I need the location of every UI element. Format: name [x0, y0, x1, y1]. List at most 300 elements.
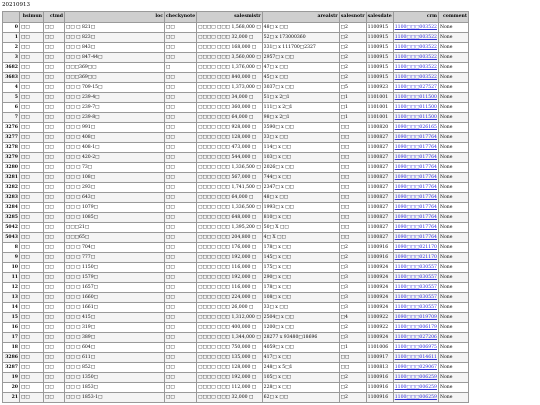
cell-hsimun: □□ — [20, 312, 44, 322]
cell-salesnotr: □2 — [339, 372, 366, 382]
cell-comment: None — [438, 162, 468, 172]
cell-hsimun: □□ — [20, 202, 44, 212]
cell-arealstr: 248□ x 5□1 — [262, 362, 339, 372]
cell-arealstr: 290□ x □□ — [262, 272, 339, 282]
cell-comment: None — [438, 142, 468, 152]
row-index: 3683 — [3, 72, 20, 82]
row-index: 17 — [3, 332, 20, 342]
cell-salesmistr: □□□□ □□□ 840,000 □ — [197, 72, 262, 82]
cell-hsimun: □□ — [20, 152, 44, 162]
row-index: 12 — [3, 282, 20, 292]
column-header-ctmd: ctmd — [44, 12, 65, 23]
cell-salesmistr: □□□□ □□□ 648,000 □ — [197, 212, 262, 222]
cell-comment: None — [438, 362, 468, 372]
cell-salesmistr: □□□□ □□□ 112,000 □ — [197, 382, 262, 392]
cell-salesmistr: □□□□ □□□ 1,373,000 □ — [197, 82, 262, 92]
cell-crm-link[interactable]: 1090□□□017764 — [393, 192, 438, 202]
cell-comment: None — [438, 42, 468, 52]
cell-hsimun: □□ — [20, 62, 44, 72]
cell-crm-link[interactable]: 1100□□□011500 — [393, 112, 438, 122]
cell-hsimun: □□ — [20, 342, 44, 352]
cell-ctmd: □□ — [44, 322, 65, 332]
cell-salesmistr: □□□□ □□□ 224,000 □ — [197, 292, 262, 302]
cell-salesdate: 1100827 — [366, 182, 393, 192]
cell-arealstr: 52□ x 173000360 — [262, 32, 339, 42]
cell-loc: □□ □ 73□ — [65, 162, 165, 172]
row-index: 13 — [3, 292, 20, 302]
cell-checkynote: □□ — [165, 262, 197, 272]
cell-salesmistr: □□□□ □□□ 1,312,000 □ — [197, 312, 262, 322]
cell-ctmd: □□ — [44, 342, 65, 352]
cell-arealstr: 2957□ x □□ — [262, 52, 339, 62]
cell-crm-link[interactable]: 1100□□□003522 — [393, 72, 438, 82]
cell-loc: □□ □ 1079□ — [65, 202, 165, 212]
cell-loc: □□□21□ — [65, 222, 165, 232]
row-index: 3286 — [3, 352, 20, 362]
table-row — [3, 232, 469, 242]
row-index: 3285 — [3, 212, 20, 222]
cell-checkynote: □□ — [165, 332, 197, 342]
cell-salesnotr: □□ — [339, 212, 366, 222]
cell-ctmd: □□ — [44, 272, 65, 282]
table-row — [3, 32, 469, 42]
cell-checkynote: □□ — [165, 192, 197, 202]
cell-salesdate: 1100915 — [366, 52, 393, 62]
cell-checkynote: □□ — [165, 162, 197, 172]
cell-ctmd: □□ — [44, 52, 65, 62]
cell-crm-link[interactable]: 1100□□□014611 — [393, 352, 438, 362]
cell-salesnotr: □□ — [339, 132, 366, 142]
cell-crm-link[interactable]: 1090□□□017764 — [393, 222, 438, 232]
cell-crm-link[interactable]: 1090□□□017764 — [393, 152, 438, 162]
table-row — [3, 392, 469, 402]
cell-salesdate: 1100915 — [366, 72, 393, 82]
cell-arealstr: 4059□ x □□ — [262, 342, 339, 352]
cell-loc: □□ □ 1853□ — [65, 382, 165, 392]
cell-comment: None — [438, 172, 468, 182]
cell-comment: None — [438, 182, 468, 192]
cell-arealstr: 331□ x 111700□2327 — [262, 42, 339, 52]
cell-hsimun: □□ — [20, 42, 44, 52]
cell-salesdate: 1101001 — [366, 102, 393, 112]
cell-checkynote: □□ — [165, 242, 197, 252]
cell-crm-link[interactable]: 1100□□□003522 — [393, 32, 438, 42]
cell-checkynote: □□ — [165, 372, 197, 382]
cell-salesmistr: □□□□ □□□ 1,376,000 □ — [197, 62, 262, 72]
row-index: 18 — [3, 342, 20, 352]
cell-checkynote: □□ — [165, 132, 197, 142]
row-index: 8 — [3, 242, 20, 252]
cell-loc: □□ □ 389□ — [65, 332, 165, 342]
cell-salesmistr: □□□□ □□□ 1,344,000 □ — [197, 332, 262, 342]
row-index: 3283 — [3, 192, 20, 202]
cell-arealstr: 50□ X □□ — [262, 222, 339, 232]
table-row — [3, 212, 469, 222]
cell-crm-link[interactable]: 1090□□□026165 — [393, 122, 438, 132]
cell-salesmistr: □□□□ □□□ 1,336,500 □ — [197, 202, 262, 212]
cell-crm-link[interactable]: 1100□□□030557 — [393, 292, 438, 302]
cell-crm-link[interactable]: 1100□□□030557 — [393, 302, 438, 312]
cell-salesdate: 1100924 — [366, 332, 393, 342]
cell-crm-link[interactable]: 1090□□□017764 — [393, 182, 438, 192]
cell-salesdate: 1100813 — [366, 362, 393, 372]
cell-arealstr: 114□ x □□ — [262, 142, 339, 152]
cell-crm-link[interactable]: 1090□□□017764 — [393, 232, 438, 242]
cell-salesmistr: □□□□ □□□ 116,000 □ — [197, 262, 262, 272]
cell-salesdate: 1100827 — [366, 152, 393, 162]
cell-ctmd: □□ — [44, 252, 65, 262]
cell-checkynote: □□ — [165, 292, 197, 302]
cell-arealstr: 103□ x □□ — [262, 152, 339, 162]
cell-loc: □□ □ 239-7□ — [65, 102, 165, 112]
cell-comment: None — [438, 312, 468, 322]
cell-ctmd: □□ — [44, 232, 65, 242]
cell-salesdate: 1100827 — [366, 142, 393, 152]
cell-ctmd: □□ — [44, 242, 65, 252]
cell-salesnotr: □□ — [339, 202, 366, 212]
row-index: 15 — [3, 312, 20, 322]
cell-salesnotr: □□ — [339, 152, 366, 162]
column-header-arealstr: arealstr — [262, 12, 339, 23]
column-header-crm: crm — [393, 12, 438, 23]
cell-ctmd: □□ — [44, 142, 65, 152]
table-row — [3, 52, 469, 62]
table-row — [3, 172, 469, 182]
cell-salesmistr: □□□□ □□□ 34,000 □ — [197, 92, 262, 102]
cell-salesnotr: □1 — [339, 112, 366, 122]
cell-salesmistr: □□□□ □□□ 116,000 □ — [197, 282, 262, 292]
cell-crm-link[interactable]: 1100□□□006259 — [393, 372, 438, 382]
cell-loc: □□ □ 408□ — [65, 132, 165, 142]
cell-arealstr: 228□ x □□ — [262, 382, 339, 392]
cell-salesdate: 1100922 — [366, 312, 393, 322]
cell-hsimun: □□ — [20, 172, 44, 182]
cell-crm-link[interactable]: 1100□□□011500 — [393, 102, 438, 112]
cell-hsimun: □□ — [20, 82, 44, 92]
cell-salesnotr: □3 — [339, 302, 366, 312]
cell-hsimun: □□ — [20, 162, 44, 172]
cell-comment: None — [438, 282, 468, 292]
cell-salesnotr: □□ — [339, 222, 366, 232]
cell-ctmd: □□ — [44, 202, 65, 212]
cell-crm-link[interactable]: 1090□□□029067 — [393, 362, 438, 372]
cell-salesdate: 1100827 — [366, 232, 393, 242]
cell-salesmistr: □□□□ □□□ 204,800 □ — [197, 232, 262, 242]
cell-ctmd: □□ — [44, 172, 65, 182]
cell-checkynote: □□ — [165, 202, 197, 212]
cell-ctmd: □□ — [44, 32, 65, 42]
cell-crm-link[interactable]: 1090□□□017764 — [393, 132, 438, 142]
cell-hsimun: □□ — [20, 352, 44, 362]
cell-hsimun: □□ — [20, 382, 44, 392]
cell-hsimun: □□ — [20, 112, 44, 122]
cell-hsimun: □□ — [20, 242, 44, 252]
cell-hsimun: □□ — [20, 32, 44, 42]
cell-loc: □□ □ 239-4□ — [65, 92, 165, 102]
cell-loc: □□ □ 1853-1□ — [65, 392, 165, 402]
cell-comment: None — [438, 342, 468, 352]
cell-loc: □□ □ 852□ — [65, 362, 165, 372]
cell-loc: □□ □ 777□ — [65, 252, 165, 262]
cell-salesnotr: □2 — [339, 52, 366, 62]
cell-checkynote: □□ — [165, 352, 197, 362]
row-index: 16 — [3, 322, 20, 332]
row-index: 7 — [3, 112, 20, 122]
cell-loc: □□□369□□ — [65, 72, 165, 82]
cell-arealstr: 48□ x □□ — [262, 22, 339, 32]
cell-ctmd: □□ — [44, 112, 65, 122]
cell-hsimun: □□ — [20, 272, 44, 282]
cell-salesnotr: □1 — [339, 342, 366, 352]
cell-arealstr: 111□ x 2□1 — [262, 102, 339, 112]
cell-crm-link[interactable]: 1100□□□011500 — [393, 92, 438, 102]
table-row — [3, 152, 469, 162]
cell-comment: None — [438, 22, 468, 32]
cell-salesdate: 1100827 — [366, 162, 393, 172]
sales-dataframe-table — [2, 11, 469, 403]
column-header-salesdate: salesdate — [366, 12, 393, 23]
table-row — [3, 72, 469, 82]
cell-hsimun: □□ — [20, 212, 44, 222]
cell-salesnotr: □□ — [339, 162, 366, 172]
cell-checkynote: □□ — [165, 172, 197, 182]
cell-loc: □□ □ 704□ — [65, 242, 165, 252]
cell-crm-link[interactable]: 1100□□□006259 — [393, 392, 438, 402]
cell-loc: □□ □ 319□ — [65, 322, 165, 332]
cell-arealstr: 47□ x □□ — [262, 62, 339, 72]
header-row — [3, 12, 469, 23]
cell-salesdate: 1100915 — [366, 42, 393, 52]
cell-salesmistr: □□□□ □□□ 26,000 □ — [197, 302, 262, 312]
cell-comment: None — [438, 382, 468, 392]
cell-arealstr: 62□ x □□ — [262, 392, 339, 402]
row-index: 3278 — [3, 142, 20, 152]
cell-checkynote: □□ — [165, 312, 197, 322]
cell-crm-link[interactable]: 1100□□□003522 — [393, 42, 438, 52]
cell-comment: None — [438, 102, 468, 112]
cell-salesmistr: □□□□ □□□ 1,395,200 □ — [197, 222, 262, 232]
cell-salesnotr: □3 — [339, 292, 366, 302]
cell-loc: □□ □ 1660□ — [65, 292, 165, 302]
cell-crm-link[interactable]: 1090□□□019709 — [393, 312, 438, 322]
cell-salesmistr: □□□□ □□□ 544,000 □ — [197, 152, 262, 162]
cell-salesnotr: □2 — [339, 72, 366, 82]
cell-arealstr: 1993□ x □□ — [262, 202, 339, 212]
cell-loc: □□ □ 1150□ — [65, 262, 165, 272]
cell-ctmd: □□ — [44, 352, 65, 362]
cell-comment: None — [438, 52, 468, 62]
cell-hsimun: □□ — [20, 302, 44, 312]
cell-hsimun: □□ — [20, 122, 44, 132]
cell-hsimun: □□ — [20, 72, 44, 82]
cell-hsimun: □□ — [20, 292, 44, 302]
cell-checkynote: □□ — [165, 322, 197, 332]
cell-crm-link[interactable]: 1090□□□017764 — [393, 172, 438, 182]
cell-crm-link[interactable]: 1100□□□003522 — [393, 62, 438, 72]
cell-hsimun: □□ — [20, 102, 44, 112]
cell-ctmd: □□ — [44, 212, 65, 222]
cell-loc: □□ □ 604□ — [65, 342, 165, 352]
cell-ctmd: □□ — [44, 312, 65, 322]
row-index: 10 — [3, 262, 20, 272]
table-row — [3, 372, 469, 382]
cell-crm-link[interactable]: 1090□□□017764 — [393, 212, 438, 222]
cell-salesnotr: □2 — [339, 392, 366, 402]
cell-crm-link[interactable]: 1100□□□030557 — [393, 262, 438, 272]
cell-comment: None — [438, 212, 468, 222]
cell-salesdate: 1100916 — [366, 242, 393, 252]
cell-comment: None — [438, 272, 468, 282]
row-index: 3287 — [3, 362, 20, 372]
row-index: 14 — [3, 302, 20, 312]
cell-comment: None — [438, 62, 468, 72]
row-index: 5042 — [3, 222, 20, 232]
cell-ctmd: □□ — [44, 22, 65, 32]
cell-hsimun: □□ — [20, 362, 44, 372]
row-index: 3281 — [3, 172, 20, 182]
table-row — [3, 192, 469, 202]
cell-salesmistr: □□□□ □□□ 928,000 □ — [197, 122, 262, 132]
cell-crm-link[interactable]: 1090□□□017764 — [393, 162, 438, 172]
cell-salesmistr: □□□□ □□□ 1,568,000 □ — [197, 22, 262, 32]
cell-salesdate: 1100915 — [366, 22, 393, 32]
cell-loc: □□ □ 1661□ — [65, 302, 165, 312]
cell-salesmistr: □□□□ □□□ 473,000 □ — [197, 142, 262, 152]
row-index: 21 — [3, 392, 20, 402]
cell-salesmistr: □□□□ □□□ 360,000 □ — [197, 102, 262, 112]
cell-checkynote: □□ — [165, 72, 197, 82]
cell-arealstr: 105□ x □□ — [262, 372, 339, 382]
cell-crm-link[interactable]: 1090□□□021170 — [393, 252, 438, 262]
row-index: 3282 — [3, 182, 20, 192]
cell-comment: None — [438, 132, 468, 142]
table-row — [3, 42, 469, 52]
cell-crm-link[interactable]: 1100□□□003522 — [393, 22, 438, 32]
cell-checkynote: □□ — [165, 42, 197, 52]
cell-salesdate: 1100916 — [366, 392, 393, 402]
cell-checkynote: □□ — [165, 122, 197, 132]
cell-salesdate: 1100924 — [366, 262, 393, 272]
cell-salesmistr: □□□□ □□□ 168,000 □ — [197, 42, 262, 52]
cell-salesnotr: □1 — [339, 92, 366, 102]
table-row — [3, 92, 469, 102]
cell-ctmd: □□ — [44, 192, 65, 202]
cell-checkynote: □□ — [165, 232, 197, 242]
cell-ctmd: □□ — [44, 162, 65, 172]
cell-crm-link[interactable]: 1100□□□006179 — [393, 322, 438, 332]
cell-crm-link[interactable]: 1100□□□027206 — [393, 332, 438, 342]
cell-salesdate: 1100924 — [366, 302, 393, 312]
cell-comment: None — [438, 82, 468, 92]
cell-ctmd: □□ — [44, 182, 65, 192]
row-index: 9 — [3, 252, 20, 262]
cell-crm-link[interactable]: 1090□□□017764 — [393, 142, 438, 152]
cell-salesmistr: □□□□ □□□ 1,741,500 □ — [197, 182, 262, 192]
index-header — [3, 12, 20, 23]
cell-checkynote: □□ — [165, 102, 197, 112]
cell-salesdate: 1100827 — [366, 222, 393, 232]
cell-ctmd: □□ — [44, 292, 65, 302]
cell-arealstr: 45□ x □□ — [262, 72, 339, 82]
cell-comment: None — [438, 72, 468, 82]
row-index: 19 — [3, 372, 20, 382]
cell-salesnotr: □3 — [339, 282, 366, 292]
cell-salesmistr: □□□□ □□□ 192,000 □ — [197, 272, 262, 282]
row-index: 3284 — [3, 202, 20, 212]
cell-arealstr: 744□ x □□ — [262, 172, 339, 182]
cell-ctmd: □□ — [44, 222, 65, 232]
column-header-salesnotr: salesnotr — [339, 12, 366, 23]
cell-loc: □□ □ 847-44□ — [65, 52, 165, 62]
cell-crm-link[interactable]: 1100□□□003522 — [393, 52, 438, 62]
cell-salesnotr: □□ — [339, 192, 366, 202]
cell-checkynote: □□ — [165, 392, 197, 402]
table-row — [3, 122, 469, 132]
cell-salesmistr: □□□□ □□□ 32,000 □ — [197, 392, 262, 402]
table-row — [3, 262, 469, 272]
cell-comment: None — [438, 332, 468, 342]
cell-loc: □□ □ 821□ — [65, 22, 165, 32]
cell-salesmistr: □□□□ □□□ 567,000 □ — [197, 172, 262, 182]
cell-ctmd: □□ — [44, 282, 65, 292]
cell-salesmistr: □□□□ □□□ 176,000 □ — [197, 242, 262, 252]
cell-crm-link[interactable]: 1090□□□017764 — [393, 202, 438, 212]
cell-salesnotr: □□ — [339, 122, 366, 132]
cell-crm-link[interactable]: 1100□□□027527 — [393, 82, 438, 92]
cell-salesdate: 1100827 — [366, 192, 393, 202]
cell-loc: □□ □ 643□ — [65, 192, 165, 202]
column-header-salesmistr: salesmistr — [197, 12, 262, 23]
cell-crm-link[interactable]: 1100□□□006975 — [393, 342, 438, 352]
row-index: 2 — [3, 42, 20, 52]
cell-checkynote: □□ — [165, 212, 197, 222]
cell-salesdate: 1100827 — [366, 212, 393, 222]
cell-hsimun: □□ — [20, 22, 44, 32]
cell-crm-link[interactable]: 1100□□□030557 — [393, 272, 438, 282]
cell-loc: □□□65□ — [65, 232, 165, 242]
cell-arealstr: 48□ x □□ — [262, 192, 339, 202]
table-row — [3, 22, 469, 32]
column-header-loc: loc — [65, 12, 165, 23]
table-row — [3, 382, 469, 392]
cell-comment: None — [438, 192, 468, 202]
cell-crm-link[interactable]: 1090□□□021170 — [393, 242, 438, 252]
cell-salesnotr: □2 — [339, 252, 366, 262]
table-row — [3, 292, 469, 302]
cell-hsimun: □□ — [20, 132, 44, 142]
cell-crm-link[interactable]: 1100□□□030557 — [393, 282, 438, 292]
row-index: 3 — [3, 52, 20, 62]
cell-comment: None — [438, 232, 468, 242]
cell-arealstr: 175□ x □□ — [262, 262, 339, 272]
table-row — [3, 312, 469, 322]
cell-loc: □□□369□□ — [65, 62, 165, 72]
cell-salesnotr: □2 — [339, 62, 366, 72]
cell-comment: None — [438, 352, 468, 362]
cell-hsimun: □□ — [20, 392, 44, 402]
cell-loc: □□ □ 415□ — [65, 312, 165, 322]
cell-crm-link[interactable]: 1100□□□006259 — [393, 382, 438, 392]
cell-salesdate: 1100916 — [366, 382, 393, 392]
cell-checkynote: □□ — [165, 222, 197, 232]
cell-loc: □□ □ 108□ — [65, 172, 165, 182]
cell-comment: None — [438, 112, 468, 122]
cell-comment: None — [438, 262, 468, 272]
cell-comment: None — [438, 392, 468, 402]
cell-arealstr: 2026□ x □□ — [262, 162, 339, 172]
cell-checkynote: □□ — [165, 362, 197, 372]
cell-ctmd: □□ — [44, 122, 65, 132]
